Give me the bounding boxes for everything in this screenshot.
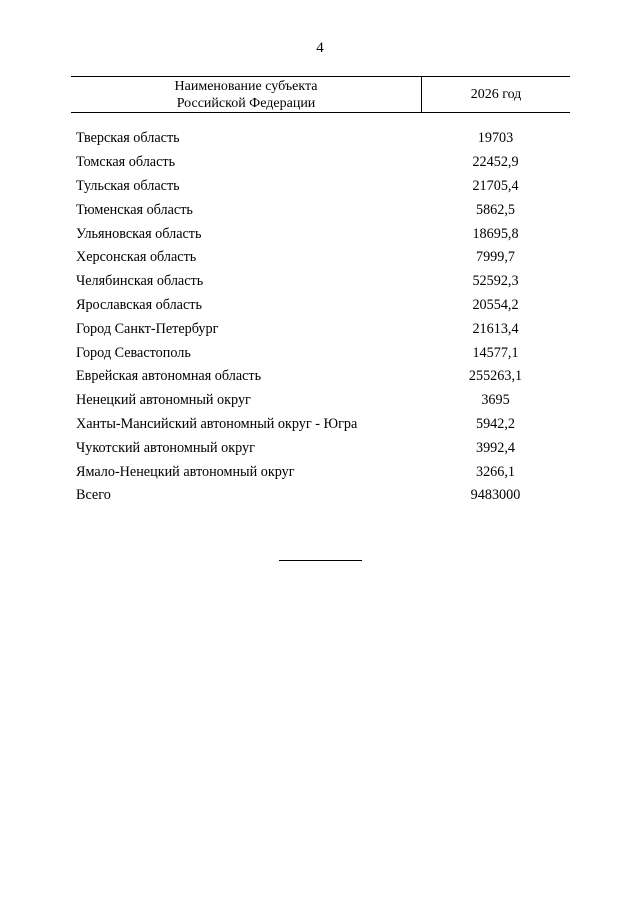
row-subject-name: Город Севастополь [76, 344, 191, 361]
table-row [76, 270, 570, 294]
row-value: 3266,1 [475, 463, 515, 480]
row-subject-name: Чукотский автономный округ [76, 439, 255, 456]
row-subject-name: Ямало-Ненецкий автономный округ [76, 463, 295, 480]
row-value: 19703 [477, 130, 514, 147]
table-row [76, 175, 570, 199]
row-value: 3992,4 [475, 439, 515, 456]
table-row [76, 317, 570, 341]
row-value: 7999,7 [475, 249, 515, 266]
row-subject-name: Тюменская область [76, 201, 193, 218]
row-subject-name: Ханты-Мансийский автономный округ - Югра [76, 415, 358, 432]
table-row [76, 436, 570, 460]
header-subject-column [71, 77, 422, 112]
row-subject-name: Томская область [76, 154, 176, 171]
table-row [76, 222, 570, 246]
row-value: 5942,2 [475, 415, 515, 432]
row-value: 255263,1 [468, 368, 523, 385]
row-subject-name: Еврейская автономная область [76, 368, 262, 385]
table-header [71, 76, 570, 113]
row-subject-name: Тверская область [76, 130, 180, 147]
row-value: 21613,4 [472, 320, 519, 337]
table-body [76, 127, 570, 508]
total-label: Всего [76, 487, 111, 504]
header-year-column: 2026 год [470, 86, 522, 102]
row-subject-name: Город Санкт-Петербург [76, 320, 219, 337]
row-subject-name: Ульяновская область [76, 225, 202, 242]
end-of-document-rule [279, 560, 362, 561]
row-value: 20554,2 [472, 296, 519, 313]
table-row [76, 460, 570, 484]
page-number: 4 [316, 40, 324, 56]
table-row [76, 389, 570, 413]
table-row [76, 365, 570, 389]
row-value: 18695,8 [472, 225, 519, 242]
row-subject-name: Тульская область [76, 177, 180, 194]
row-value: 52592,3 [472, 273, 519, 290]
total-value: 9483000 [470, 487, 521, 504]
row-subject-name: Ярославская область [76, 296, 202, 313]
table-total-row [76, 484, 570, 508]
row-value: 21705,4 [472, 177, 519, 194]
table-row [76, 127, 570, 151]
row-value: 5862,5 [475, 201, 515, 218]
table-row [76, 413, 570, 437]
header-subject-line2: Российской Федерации [176, 95, 316, 111]
row-subject-name: Херсонская область [76, 249, 197, 266]
row-subject-name: Ненецкий автономный округ [76, 392, 251, 409]
table-row [76, 294, 570, 318]
row-subject-name: Челябинская область [76, 273, 204, 290]
row-value: 22452,9 [472, 154, 519, 171]
table-row [76, 341, 570, 365]
table-row [76, 198, 570, 222]
header-subject-line1: Наименование субъекта [174, 78, 318, 94]
row-value: 14577,1 [472, 344, 519, 361]
row-value: 3695 [481, 392, 510, 409]
table-row [76, 246, 570, 270]
table-row [76, 151, 570, 175]
